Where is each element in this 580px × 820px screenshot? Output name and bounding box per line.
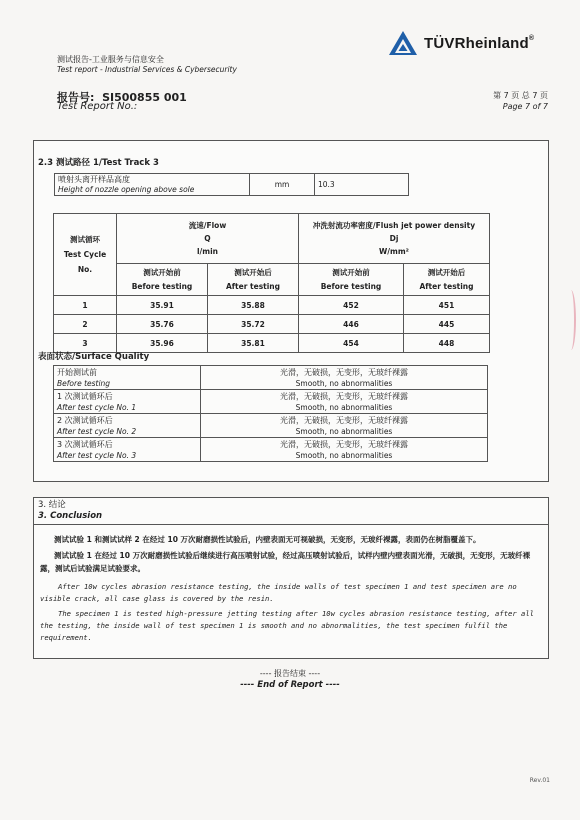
page-number-cn: 第 7 页 总 7 页 — [493, 91, 548, 100]
table-row: 3 次测试循环后 After test cycle No. 3 光滑，无破损，无变形，无玻纤裸露 Smooth, no abnormalities — [54, 438, 488, 462]
surface-title: 表面状态/Surface Quality — [38, 352, 150, 362]
header-title-en: Test report - Industrial Services & Cybersecurity — [57, 65, 237, 74]
revision-label: Rev.01 — [529, 777, 550, 784]
end-of-report-en: ---- End of Report ---- — [240, 680, 340, 690]
flow-table — [53, 213, 490, 353]
report-number: 报告号: SI500855 001 — [57, 91, 187, 104]
table-row: 1 次测试循环后 After test cycle No. 1 光滑，无破损，无变形，无玻纤裸露 Smooth, no abnormalities — [54, 390, 488, 414]
conclusion-para-4: The specimen 1 is tested high-pressure jetting testing after 10w cycles abrasion resistance testing, after all the testing, the inside wall of test specimen 1 is smooth and no abnormalities, the test specimen fulfil the requirement. — [40, 609, 534, 642]
power-header: 冲洗射流功率密度/Flush jet power density Dj W/mm² — [299, 214, 490, 264]
nozzle-label: 喷射头离开样品高度 Height of nozzle opening above sole — [55, 174, 250, 196]
tuv-logo — [388, 30, 534, 56]
nozzle-table — [54, 173, 409, 196]
section-title: 2.3 测试路径 1/Test Track 3 — [38, 158, 159, 168]
conclusion-section — [33, 497, 549, 659]
nozzle-value: 10.3 — [315, 174, 409, 196]
conclusion-para-2: 测试试验 1 在经过 10 万次耐磨损性试验后继续进行高压喷射试验，经过高压喷射试验后，试样内壁内壁表面光滑，无破损，无变形，无玻纤裸露，测试后试验满足试验要求。 — [40, 551, 531, 573]
table-row: 2 次测试循环后 After test cycle No. 2 光滑，无破损，无变形，无玻纤裸露 Smooth, no abnormalities — [54, 414, 488, 438]
table-row: 开始测试前 Before testing 光滑，无破损，无变形，无玻纤裸露 Smooth, no abnormalities — [54, 366, 488, 390]
end-of-report-cn: ---- 报告结束 ---- — [259, 669, 321, 678]
logo-wordmark: TÜVRheinland® — [424, 34, 535, 52]
table-row: 3 35.96 35.81 454 448 — [54, 334, 490, 353]
nozzle-unit: mm — [250, 174, 315, 196]
surface-table — [53, 365, 488, 462]
report-number-en: Test Report No.: — [57, 101, 138, 112]
flow-after-header: 测试开始后 After testing — [208, 264, 299, 296]
cycle-header: 测试循环 Test Cycle No. — [54, 214, 117, 296]
table-row: 1 35.91 35.88 452 451 — [54, 296, 490, 315]
tuv-triangle-icon — [388, 30, 418, 56]
test-track-section — [33, 140, 549, 482]
page-number-en: Page 7 of 7 — [502, 102, 548, 111]
conclusion-title: 3. 结论 3. Conclusion — [34, 498, 548, 525]
power-after-header: 测试开始后 After testing — [404, 264, 490, 296]
flow-header: 流速/Flow Q l/min — [117, 214, 299, 264]
header-title-cn: 测试报告-工业服务与信息安全 — [57, 55, 164, 64]
power-before-header: 测试开始前 Before testing — [299, 264, 404, 296]
conclusion-para-3: After 10w cycles abrasion resistance testing, the inside walls of test specimen 1 and test specimen are no visible crack, all case glass is covered by the resin. — [40, 582, 517, 603]
conclusion-para-1: 测试试验 1 和测试试样 2 在经过 10 万次耐磨损性试验后，内壁表面无可视破损，无变形，无玻纤裸露，表面仍在树脂覆盖下。 — [54, 535, 481, 544]
binding-mark — [566, 290, 576, 350]
table-row: 2 35.76 35.72 446 445 — [54, 315, 490, 334]
flow-before-header: 测试开始前 Before testing — [117, 264, 208, 296]
